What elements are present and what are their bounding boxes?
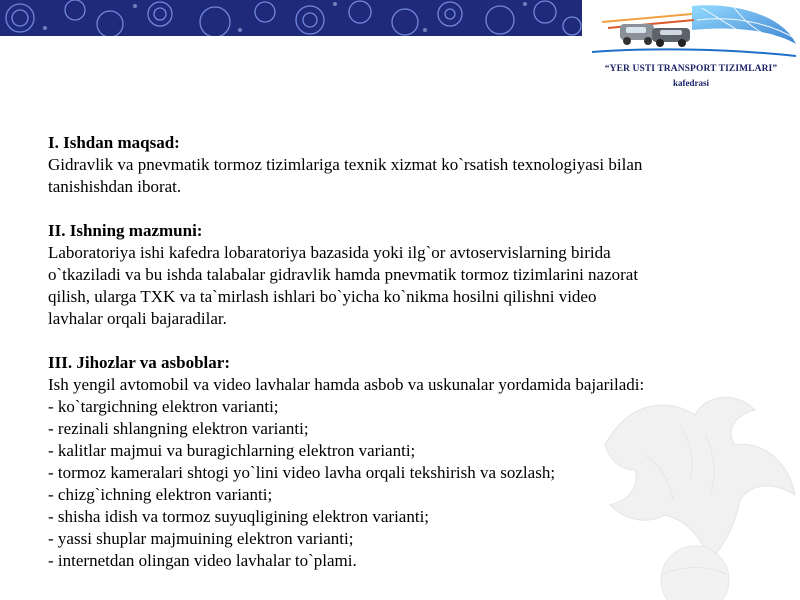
list-item: - tormoz kameralari shtogi yo`lini video lavha orqali tekshirish va sozlash; [48, 463, 556, 482]
section-equipment [48, 352, 788, 572]
globe-cars-icon [582, 0, 800, 64]
paragraph-line: Laboratoriya ishi kafedra lobaratoriya bazasida yoki ilg`or avtoservislarning birida [48, 243, 611, 262]
paragraph-line: qilish, ularga TXK va ta`mirlash ishlari bo`yicha ko`nikma hosilni qilishni video [48, 287, 597, 306]
logo-caption: “YER USTI TRANSPORT TIZIMLARI” [604, 64, 778, 74]
document-body [48, 132, 788, 572]
paragraph-line: o`tkaziladi va bu ishda talabalar gidravlik hamda pnevmatik tormoz tizimlarini nazorat [48, 265, 639, 284]
section-content [48, 220, 788, 330]
paragraph-line: Ish yengil avtomobil va video lavhalar hamda asbob va uskunalar yordamida bajariladi: [48, 375, 645, 394]
paragraph-line: tanishishdan iborat. [48, 177, 182, 196]
list-item: - ko`targichning elektron varianti; [48, 397, 279, 416]
ornamental-banner [0, 0, 582, 36]
list-item: - shisha idish va tormoz suyuqligining elektron varianti; [48, 507, 430, 526]
paragraph-line: Gidravlik va pnevmatik tormoz tizimlariga texnik xizmat ko`rsatish texnologiyasi bilan [48, 155, 643, 174]
section-purpose [48, 132, 788, 198]
section-heading: I. Ishdan maqsad: [48, 133, 180, 152]
list-item: - rezinali shlangning elektron varianti; [48, 419, 309, 438]
list-item: - chizg`ichning elektron varianti; [48, 485, 273, 504]
equipment-list [48, 396, 788, 572]
list-item: - kalitlar majmui va buragichlarning elektron varianti; [48, 441, 416, 460]
list-item: - yassi shuplar majmuining elektron varianti; [48, 529, 354, 548]
section-heading: II. Ishning mazmuni: [48, 221, 203, 240]
department-logo [582, 0, 800, 96]
section-heading: III. Jihozlar va asboblar: [48, 353, 230, 372]
paragraph-line: lavhalar orqali bajaradilar. [48, 309, 227, 328]
list-item: - internetdan olingan video lavhalar to`plami. [48, 551, 357, 570]
logo-subcaption: kafedrasi [673, 78, 709, 88]
